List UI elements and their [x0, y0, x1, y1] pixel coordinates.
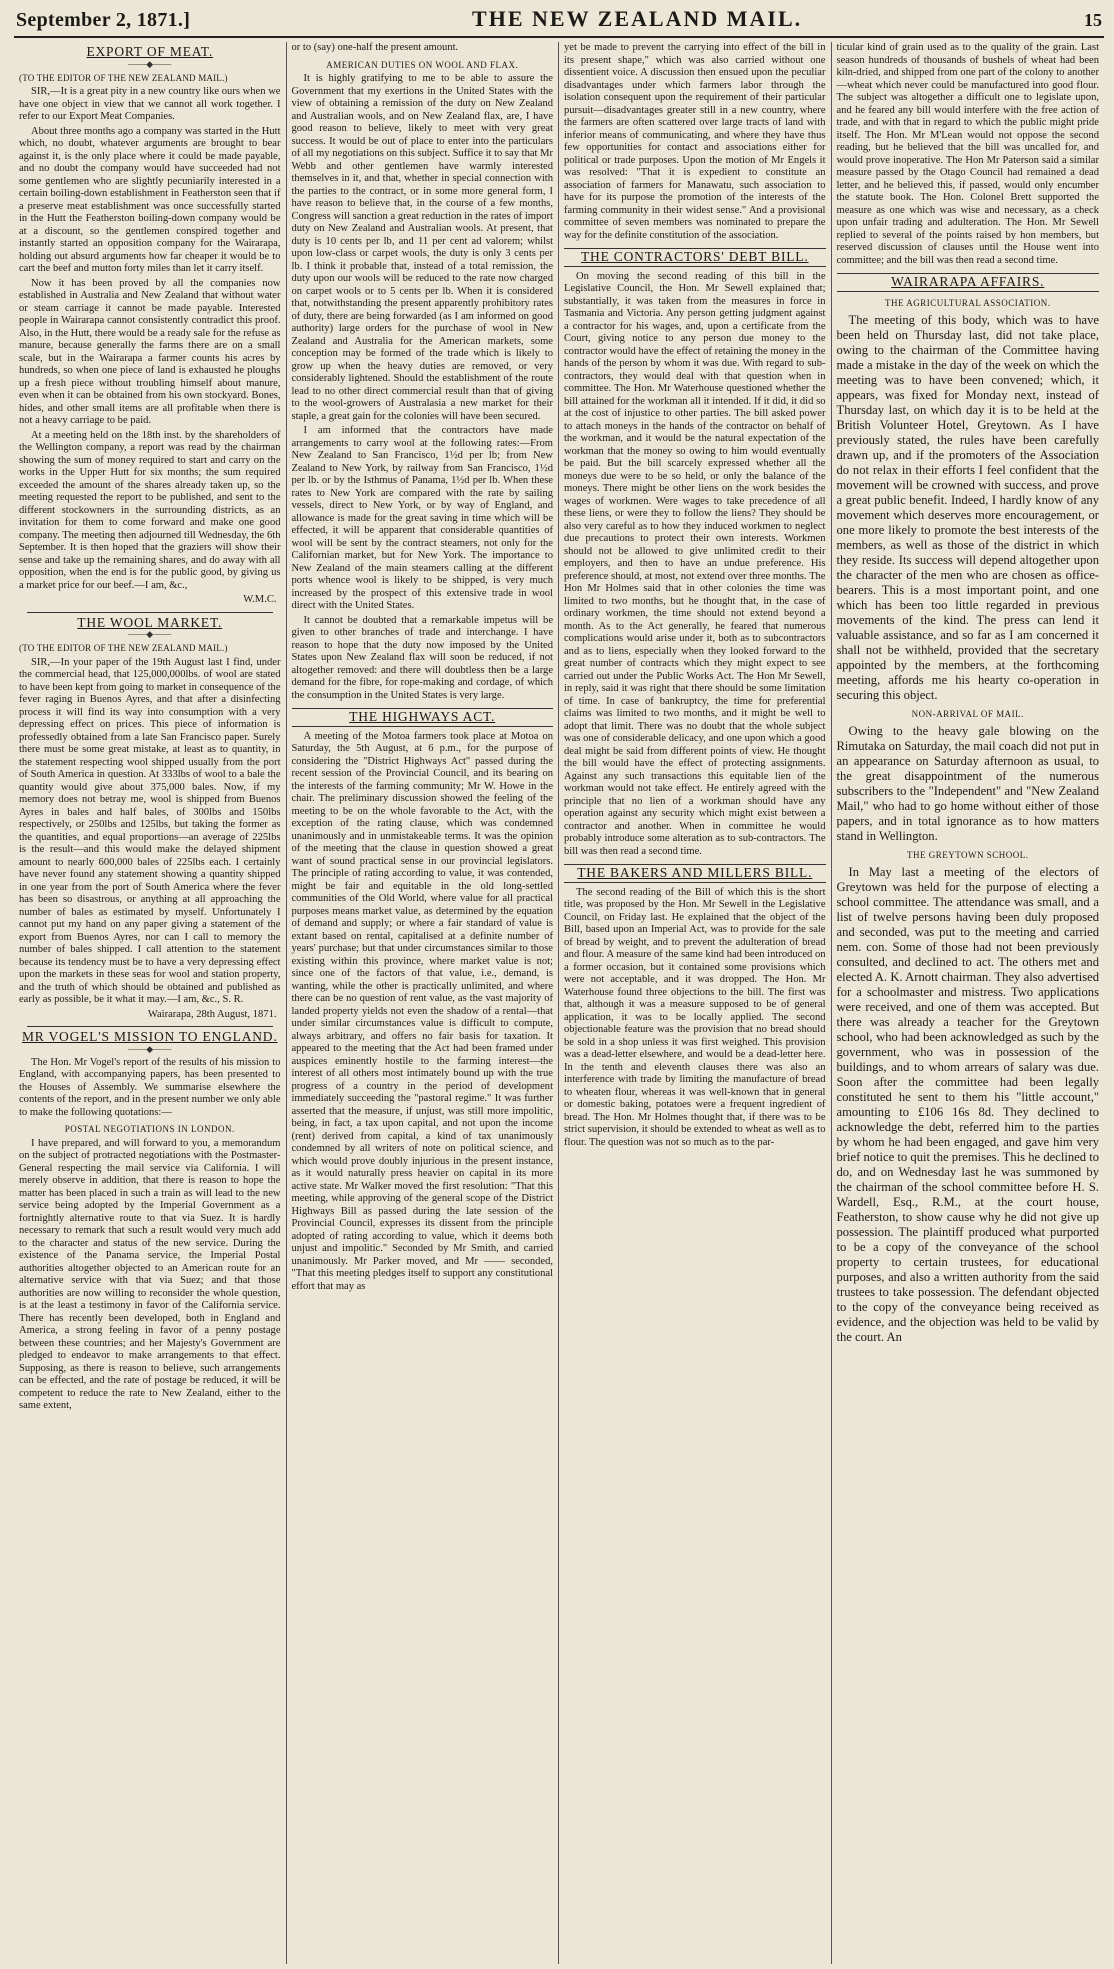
column-2 — [287, 42, 560, 1964]
article-paragraph: Now it has been proved by all the companies now established in Australia and New Zealand that without water or steam carriage it cannot be made payable. Interested people in Wairarapa cannot consistently contradict this proof. Also, in the Hutt, there would be a ready sale for the refuse as manure, because generally the farms there are on a small scale, but in the Wairarapa a farmer counts his acres by hundreds, so when one piece of land is exhausted he ploughs up a fresh piece without troubling himself about manure, even when it can be obtained from his own stockyard. Bones, hides, and other small items are all profitable when there is not a heavy carriage to be paid. — [19, 277, 281, 426]
column-3 — [559, 42, 832, 1964]
ornament-divider: ——◆—— — [128, 629, 172, 639]
subheading-greytown-school: THE GREYTOWN SCHOOL. — [906, 849, 1029, 860]
subheading-non-arrival-of-mail: NON-ARRIVAL OF MAIL. — [911, 708, 1024, 719]
heading-box — [564, 248, 826, 267]
wairarapa-body — [837, 296, 1100, 1345]
article-paragraph: It is highly gratifying to me to be able to assure the Government that my exertions in the United States with the view of obtaining a remission of the duty on New Zealand and Australian wools, and on New Zealand flax, are, I have good reason to believe, likely to meet with very great success. It would be out of place to enter into the particulars of all my negotiations on this subject. Suffice it to say that Mr Webb and other gentlemen have warmly interested themselves in it, and that, whether in special connection with the parties to the contract, or in some more general form, I have reason to believe that, in the course of a few months, Congress will sanction a great reduction in the rates of import duty on New Zealand and Australian wools. At present, that duty is 10 cents per lb, and 11 per cent ad valorem; whilst upon low-class or carpet wools, the duty is only 3 cents per lb. I think it probable that, instead of a total remission, the duty upon our wools will be reduced to the rate now charged on carpet wools or to 5 cents per lb. When it is considered that, notwithstanding the present apparently prohibitory rates of duty, there are being forwarded (as I am informed on good authority) large orders for the purchase of wool in New Zealand and Australia for the American markets, some conception may be formed of the trade which is likely to grow up when the heavy duties are removed, or very considerably lightened. Should the establishment of the route lead to no other direct commercial result than that of giving to the wool-growers of Australasia a new market for their staple, a great gain for the colonies will have been secured. — [291, 73, 553, 422]
article-paragraph: At a meeting held on the 18th inst. by the shareholders of the Wellington company, a report was read by the chairman showing the sum of money required to start and carry on the works in the Upper Hutt for six months; the sum required exceeded the amount of the shares already taken up, so the meeting requested the report to be published, and sent to the different stockowners in the surrounding districts, as an invitation for them to come forward and make one good company. The meeting then adjourned till Wednesday, the 6th September. It is then hoped that the graziers will show their sense and take up the remaining shares, and do away with all opposition, when the end is for the public good, by giving us a market price for our beef.—I am, &c., — [19, 429, 281, 591]
article-paragraph: The second reading of the Bill of which this is the short title, was proposed by the Hon. Mr Sewell in the Legislative Council, on Friday last. He explained that the object of the Bill, based upon an Imperial Act, was to provide for the sale of bread by weight, and to prevent the adulteration of bread and flour. A measure of the same kind had been introduced on a former occasion, but it contained some provisions which were not acceptable, and it was dropped. The Hon. Mr Waterhouse found three objections to the bill. The first was that, although it was a measure supposed to be of general application, it was to be locally applied. The second objectionable feature was the provision that no bread should be sold in a shop unless it was first weighed. This provision was a dead-letter elsewhere, and would be a dead-letter here. In the tenth and eleventh clauses there was also an interference with trade by limiting the manufacture of bread to wheaten flour, whereas it was well-known that in general or domestic baking, potatoes were a frequent ingredient of bread. The Hon. Mr Holmes thought that, if there was to be strict supervision, it should be extended to wheat as well as to flour. The question was not so much as to the par- — [564, 886, 826, 1148]
subheading-american-duties: AMERICAN DUTIES ON WOOL AND FLAX. — [326, 59, 519, 70]
article-paragraph: or to (say) one-half the present amount. — [291, 42, 459, 53]
heading-box — [292, 708, 554, 727]
article-paragraph: yet be made to prevent the carrying into effect of the bill in its present shape," which was also carried without one dissentient voice. A discussion then ensued upon the peculiar disadvantages under which farmers labor through the isolation consequent upon the requirement of their particular pursuit—disadvantages greater still in a new country, where the farmers are often scattered over large tracts of land with inferior means of communicating, and where they have thus few opportunities for contact and associations either for political or trade purposes. Upon the motion of Mr Engels it was resolved: "That it is expedient to constitute an association of farmers for Manawatu, such association to have for its purpose the promotion of the interests of the farming community in their widest sense." And a provisional committee of seven members was nominated to prepare the way for the definite constitution of the association. — [564, 42, 826, 241]
subheading-agricultural-association: THE AGRICULTURAL ASSOCIATION. — [884, 297, 1051, 308]
article-heading-export-meat: EXPORT OF MEAT. — [86, 44, 214, 59]
article-paragraph: ticular kind of grain used as to the quality of the grain. Last season hundreds of thousands of bushels of wheat had been kiln-dried, and shipped from one part of the colony to another—wheat which never could be manufactured into good flour. The subject was altogether a difficult one to legislate upon, and he feared any bill would interfere with the free action of trade, and with that in regard to which the public might pride itself. The Hon. Mr M'Lean would not oppose the second reading, but he believed that the bill was uncalled for, and would prove inoperative. The Hon Mr Paterson said a similar measure passed by the Otago Council had remained a dead letter, and he believed this, if passed, would only encumber the statute book. The Hon. Colonel Brett supported the measure as one which was wise and necessary, as a check upon unfair trading and adulteration. The Hon. Mr Sewell replied to several of the points raised by hon members, but reserved discussion of clauses until the House went into committee; and the bill was then read a second time. — [836, 42, 1099, 266]
article-paragraph: On moving the second reading of this bill in the Legislative Council, the Hon. Mr Sewell explained that; substantially, it was taken from the measures in force in Tasmania and Victoria. Any person getting judgment against a contractor for his wages, and, upon a certificate from the Court, giving notice to any person due money to the contractor would have the effect of retaining the money in the hands of the person by whom it was due. With regard to sub-contractors, they would deal with that question when in committee. The Hon. Mr Waterhouse questioned whether the bill attained for the workman all it intended. If it did, it did so at the cost of injustice to other parties. The bill asked power to attach moneys in the hands of the contractor on behalf of the workman, and it would be the natural expectation of the workman that the money so owing to him would eventually be paid. But the bill scarcely expressed whether all the moneys due were to be so held, or only the balance of the moneys. There might be other liens on the work besides the wages of workmen. Were wages to take precedence of all these liens, or were they to follow the liens? They should be also very careful as to how they induced workmen to neglect due precautions to protect their own interests. Workmen should not be allowed to give unlimited credit to their employers, and then to have an undue preference. His preference should, at most, not extend over three months. The Hon Mr Holmes said that in other colonies the time was limited to two months, but he thought that, in the case of ordinary workmen, the time should not extend beyond a month. As to the Act generally, he feared that numerous complications would arise under it, both as to subcontractors and as to liens, especially when they looked forward to the great number of contracts which they might expect to see carried out under the Public Works Act. The Hon Mr Sewell, in reply, said it was right that there should be some limitation of time. In case of bankruptcy, the time for preferential claims was limited to two months, and it might be well to adopt that limit. There was no doubt that the whole subject was one of considerable delicacy, and one upon which a good deal might be said from different points of view. He thought the bill would have the effect of protecting assignments. Against any such transactions this equitable lien of the workman would not take effect. He entirely agreed with the principle that no lien of a workman should have any operation against any security which might exist between a contractor and another. When in committee he would probably introduce some alteration as to sub-contractors. The bill was then read a second time. — [564, 270, 826, 857]
article-paragraph: About three months ago a company was started in the Hutt which, no doubt, whatever arguments are brought to bear against it, is the only place where it could be made payable, and no doubt the company would have succeeded had not some gentlemen who are slightly pecuniarily interested in a certain boiling-down establishment in Featherston seen that if a preserve meat establishment was once successfully started in the Hutt the Featherston boiling-down company would be at a discount, so the gentlemen conspired together and instantly started an opposition company for the Wairarapa, holding out absurd arguments how far cheaper it would be to cart the beef and mutton forty miles than let it carry itself. — [19, 125, 281, 274]
issue-date: September 2, 1871.] — [16, 9, 191, 31]
section-rule — [27, 1026, 273, 1027]
columns — [14, 42, 1104, 1964]
article-paragraph: A meeting of the Motoa farmers took place at Motoa on Saturday, the 5th August, at 6 p.m., for the purpose of considering the "District Highways Act" passed during the recent session of the Provincial Council, and its bearing on the interests of the farming community; Mr W. Howe in the chair. The preliminary discussion showed the feeling of the meeting to be on the whole favorable to the Act, with the exception of the rating clause, which was condemned unanimously and in unmistakeable terms. It was the opinion of the meeting that the clause in question showed a great want of sound practical sense in our provincial legislators. The principle of rating according to value, it was contended, might be fair and equitable in the old long-settled communities of the Old World, where value for all practical purposes means market value, as determined by the equation of demand and supply; or where a fair standard of value is extant based on rental, capitalised at a definite number of years' purchase; but that under circumstances similar to those existing within this province, where market value is not; since one of the factors of that value, i.e., demand, is wanting, while the other is practically unlimited, and where there can be no question of rent value, as the vast majority of landed property yields not even the shadow of a rental—that under similar circumstances value is difficult to compute, always arbitrary, and offers no fair basis for taxation. It appeared to the meeting that the Act had been framed under auspices eminently hostile to the farming interest—the interest of all others most intimately bound up with the true progress of a country in the period of development immediately succeeding the "pastoral regime." It was further asserted that the measure, if unjust, was still more impolitic, being, in fact, a tax upon capital, and not upon the income (rent) derived from capital, a kind of tax unanimously condemned by all writers of note on political science, and which would prove doubly injurious in the present instance, as it would naturally press heavier on capital in its more active state. Mr Walker moved the first resolution: "That this meeting, while approving of the general scope of the District Highways Bill as passed during the late session of the Provincial Council, expresses its dissent from the principle adopted of rating according to value, which it deems both unjust and impolitic." Seconded by Mr Smith, and carried unanimously. Mr Parker moved, and Mr —— seconded, "That this meeting pledges itself to support any constitutional effort that may as — [291, 730, 553, 1292]
article-paragraph: It cannot be doubted that a remarkable impetus will be given to other branches of trade and interchange. I have reason to hope that the duty now imposed by the United States upon New Zealand flax will soon be reduced, if not altogether removed: and there will doubtless then be a large demand for the fibre, for rope-making and cordage, of which the consumption in the United States is very large. — [291, 614, 553, 701]
article-paragraph: I have prepared, and will forward to you, a memorandum on the subject of protracted negotiations with the Postmaster-General respecting the mail service via California. I will merely observe in addition, that there is reason to hope the matter has been placed in such a train as will lead to the new service being adopted by the Imperial Government as a fortnightly alternative route to that via Suez. It is hardly necessary to remark that such a result would very much add to the character and status of the new service. During the existence of the Panama service, the Imperial Postal authorities altogether objected to an American route for an alternative service with that via Suez; and that those authorities are now willing to reconsider the whole question, is at the least a testimony in favor of the California service. There has recently been developed, both in England and America, a strong feeling in favor of a penny postage between these countries; and her Majesty's Government are pledged to endeavor to make arrangements to that effect. Supposing, as there is reason to believe, such arrangements can be effected, and the rate of postage be reduced, it will be competent to reduce the rate to New Zealand, either to the same extent, — [19, 1137, 281, 1411]
article-paragraph: SIR,—It is a great pity in a new country like ours when we have one object in view that we cannot all work together. I refer to our Export Meat Companies. — [19, 86, 281, 122]
heading-box — [837, 273, 1100, 292]
editor-note: (TO THE EDITOR OF THE NEW ZEALAND MAIL.) — [19, 643, 228, 653]
article-heading-highways-act: THE HIGHWAYS ACT. — [349, 709, 496, 724]
subheading-postal-negotiations: POSTAL NEGOTIATIONS IN LONDON. — [64, 1124, 235, 1134]
article-paragraph: The meeting of this body, which was to have been held on Thursday last, did not take place, owing to the chairman of the Committee having made a mistake in the day of the week on which the meeting was to have been convened; which, it appears, was fixed for Monday next, instead of Thursday last, on which day it is to be held at the British Volunteer Hotel, Greytown. As I have previously stated, the rules have been carefully drawn up, and if the promoters of the Association do not relax in their efforts I feel confident that the movement will be crowned with success, and prove a great public benefit. Indeed, I hardly know of any movement which deserves more encouragement, or one more likely to promote the best interests of the members, as well as those of the district in which they reside. Its success will depend altogether upon the character of the men who are chosen as office-bearers. This is a most important point, and one which has been too little regarded in previous movements of the kind. The press can lend it valuable assistance, and so far as I am concerned it shall not be withheld, provided that the secretary appointed by the members, at the forthcoming meeting, affords me his hearty co-operation in securing this object. — [836, 312, 1099, 702]
article-heading-vogel-mission: MR VOGEL'S MISSION TO ENGLAND. — [21, 1029, 278, 1044]
heading-box — [564, 864, 826, 883]
article-heading-wairarapa-affairs: WAIRARAPA AFFAIRS. — [891, 274, 1045, 289]
signature: W.M.C. — [243, 594, 277, 605]
ornament-divider: ——◆—— — [128, 1043, 172, 1054]
ornament-divider: ——◆—— — [128, 58, 172, 69]
article-paragraph: I am informed that the contractors have made arrangements to carry wool at the following rates:—From New Zealand to San Francisco, 1½d per lb; from New Zealand to New York, by railway from San Francisco, 1½d per lb. or by the Isthmus of Panama, 1½d per lb. When these rates to New York are compared with the rate by sailing vessels, direct to New York, or by way of England, and allowance is made for the great saving in time which will be effected, it will be apparent that considerable quantities of wool will be sent by the contract steamers, not only for the Californian market, but for New York. The importance to New Zealand of the main steamers calling at the different ports whence wool is likely to be shipped, is very much increased by the prospect of this extensive trade in wool direct with the United States. — [291, 425, 553, 611]
page-number: 15 — [1083, 10, 1102, 30]
article-heading-bakers-millers-bill: THE BAKERS AND MILLERS BILL. — [577, 865, 813, 880]
column-1 — [14, 42, 287, 1964]
newspaper-title: THE NEW ZEALAND MAIL. — [472, 6, 803, 31]
article-heading-wool-market: THE WOOL MARKET. — [77, 614, 223, 630]
article-paragraph: The Hon. Mr Vogel's report of the results of his mission to England, with accompanying papers, has been presented to the Houses of Assembly. We summarise elsewhere the contents of the report, and in the present number we only able to make the following quotations:— — [19, 1056, 281, 1118]
column-4 — [832, 42, 1105, 1964]
article-paragraph: SIR,—In your paper of the 19th August last I find, under the commercial head, that 125,000,000lbs. of wool are stated to have been kept from going to market in consequence of the fever raging in Buenos Ayres, and that after a disinfecting process it will find its way into consumption with a very depressing effect on prices. This piece of information is professedly obtained from a late San Francisco paper. Surely there must be some great mistake, at least as to quantity, in the statement respecting wool shipped usually from the port of South America in question. At 333lbs of wool to a bale the quantity would give about 375,000 bales. Now, if my memory does not betray me, wool is shipped from Buenos Ayres in bales and half bales, of 300lbs and 150lbs respectively, or 250lbs and 125lbs, but taking the former as the quantities, and equal proportions—an average of 225lbs is the result—and this would make the delayed shipment amount to nearly 600,000 bales of 225lbs each. I certainly have never found any statement showing a quantity shipped in one year from the port of South America where the fever has been so disastrous, or anything at all approaching the number of bales as estimated by myself. Unfortunately I cannot put my hand on any paper giving a statement of the export from Buenos Ayres, nor can I call to memory the number of bales shipped. I call attention to the statement because its tendency must be to have a very depressing effect upon the markets in these seas for wool and station property, and the truth of which should be obtained and published as early as possible, be it what it may.—I am, &c., S. R. — [19, 656, 281, 1005]
editor-note: (TO THE EDITOR OF THE NEW ZEALAND MAIL.) — [19, 72, 228, 83]
section-rule — [27, 612, 273, 613]
masthead — [14, 6, 1104, 38]
article-paragraph: In May last a meeting of the electors of Greytown was held for the purpose of electing a school committee. The attendance was small, and a list of twelve persons having been duly proposed and seconded, was put to the meeting and carried nem. con. Some of those had not been previously consulted, and declined to act. The others met and elected A. K. Arnott chairman. They also advertised for a schoolmaster and mistress. Two applications were received, and one of them was accepted. But there was already a teacher for the Greytown school, who had been acknowledged as such by the government, who was in possession of the buildings, and to whom arrears of salary was due. Soon after the committee had been legally constituted he sent to them his "little account," amounting to £106 16s 8d. They declined to acknowledge the debt, referred him to the parties by whom he had been engaged, and gave him very brief notice to quit the premises. This he declined to do, and on Wednesday last he was summoned by the chairman of the school committee before H. S. Wardell, Esq., R.M., at the court house, Featherston, to show cause why he did not give up possession. The plaintiff produced what purported to be a copy of the conveyance of the school property to certain trustees, for educational purposes, and also a written authority from the said trustees to take possession. The defendant objected to the copy of the conveyance being received as evidence, and the objection was held to be valid by the court. An — [836, 864, 1099, 1344]
signature: Wairarapa, 28th August, 1871. — [147, 1008, 277, 1020]
article-heading-contractors-debt-bill: THE CONTRACTORS' DEBT BILL. — [580, 249, 809, 264]
article-paragraph: Owing to the heavy gale blowing on the Rimutaka on Saturday, the mail coach did not put in an appearance on Saturday afternoon as usual, to the great disappointment of the numerous subscribers to the "Independent" and "New Zealand Mail," who had to go home without either of those papers, and in total ignorance as to how matters stand in Wellington. — [836, 723, 1099, 843]
